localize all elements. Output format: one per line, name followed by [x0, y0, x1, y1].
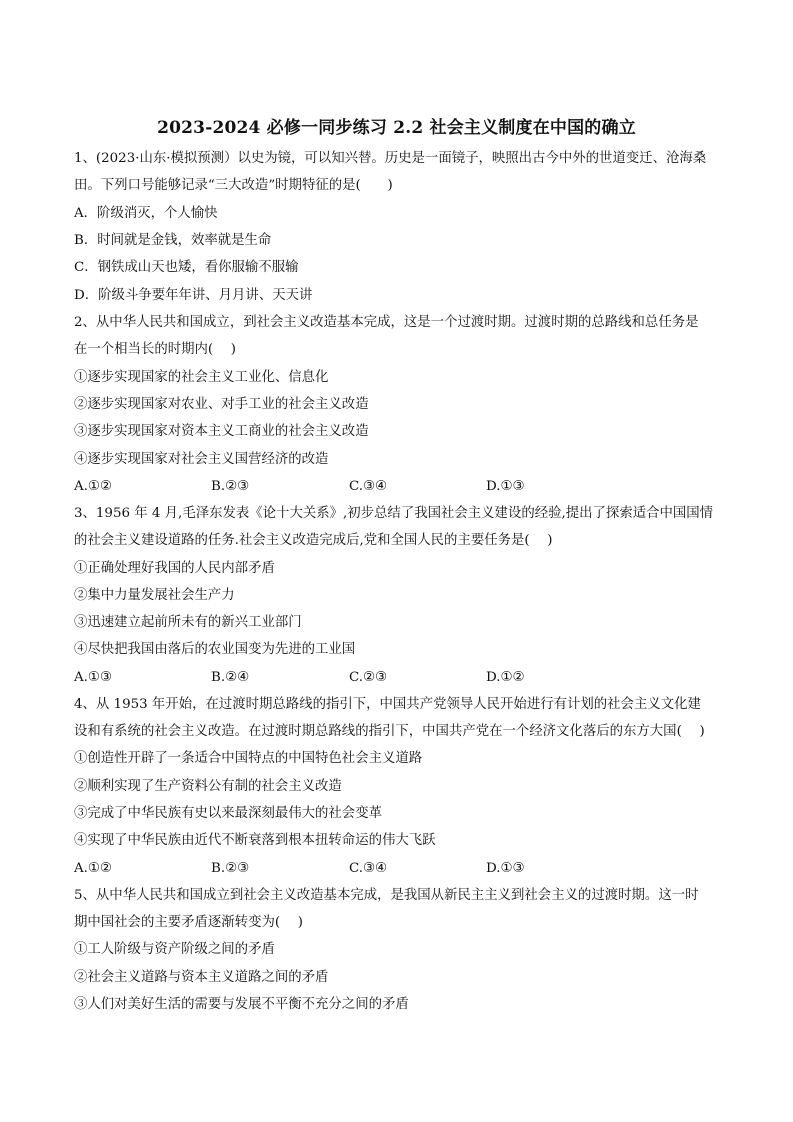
q1-option-d: D．阶级斗争要年年讲、月月讲、天天讲	[74, 288, 313, 303]
q2-stem-line1: 2、从中华人民共和国成立，到社会主义改造基本完成，这是一个过渡时期。过渡时期的总路线和总任务是	[74, 315, 699, 330]
q1-option-c: C．钢铁成山天也矮，看你服输不服输	[74, 260, 299, 275]
q3-option-b: B.②④	[211, 670, 250, 685]
q2-option-c: C.③④	[349, 479, 388, 494]
q1-option-a: A．阶级消灭，个人愉快	[74, 206, 218, 221]
q5-item-3: ③人们对美好生活的需要与发展不平衡不充分之间的矛盾	[74, 997, 409, 1012]
q5-stem-line1: 5、从中华人民共和国成立到社会主义改造基本完成，是我国从新民主主义到社会主义的过渡时期。这一时	[74, 888, 699, 903]
q3-item-1: ①正确处理好我国的人民内部矛盾	[74, 561, 275, 576]
q3-options	[74, 669, 722, 687]
q4-item-1: ①创造性开辟了一条适合中国特点的中国特色社会主义道路	[74, 751, 423, 766]
q4-option-a: A.①②	[74, 861, 112, 876]
q3-option-d: D.①②	[486, 670, 525, 685]
q4-item-4: ④实现了中华民族由近代不断衰落到根本扭转命运的伟大飞跃	[74, 833, 436, 848]
q2-item-3: ③逐步实现国家对资本主义工商业的社会主义改造	[74, 424, 369, 439]
q5-stem-line2: 期中国社会的主要矛盾逐渐转变为( )	[74, 915, 303, 930]
q3-option-a: A.①③	[74, 670, 112, 685]
q3-item-2: ②集中力量发展社会生产力	[74, 588, 235, 603]
q2-option-b: B.②③	[211, 479, 250, 494]
q4-option-b: B.②③	[211, 861, 250, 876]
q1-stem-line1: 1、(2023·山东·模拟预测）以史为镜，可以知兴替。历史是一面镜子，映照出古今中外的世道变迁、沧海桑	[74, 151, 707, 166]
q1-stem-line2: 田。下列口号能够记录“三大改造”时期特征的是( )	[74, 178, 393, 193]
q2-options	[74, 478, 722, 496]
q3-item-4: ④尽快把我国由落后的农业国变为先进的工业国	[74, 642, 356, 657]
q4-stem-line1: 4、从 1953 年开始，在过渡时期总路线的指引下，中国共产党领导人民开始进行有计划的社会主义文化建	[74, 697, 701, 712]
q5-item-2: ②社会主义道路与资本主义道路之间的矛盾	[74, 970, 329, 985]
q2-option-d: D.①③	[486, 479, 525, 494]
q4-stem-line2: 设和有系统的社会主义改造。在过渡时期总路线的指引下，中国共产党在一个经济文化落后的东方大国( )	[74, 724, 705, 739]
q2-item-1: ①逐步实现国家的社会主义工业化、信息化	[74, 370, 329, 385]
q2-stem-line2: 在一个相当长的时期内( )	[74, 342, 237, 357]
q3-item-3: ③迅速建立起前所未有的新兴工业部门	[74, 615, 302, 630]
q4-item-2: ②顺利实现了生产资料公有制的社会主义改造	[74, 779, 342, 794]
q3-stem-line2: 的社会主义建设道路的任务.社会主义改造完成后,党和全国人民的主要任务是( )	[74, 533, 553, 548]
q2-option-a: A.①②	[74, 479, 112, 494]
page-title: 2023-2024 必修一同步练习 2.2 社会主义制度在中国的确立	[157, 118, 636, 138]
q2-item-4: ④逐步实现国家对社会主义国营经济的改造	[74, 452, 329, 467]
q1-option-b: B．时间就是金钱，效率就是生命	[74, 233, 272, 248]
q4-item-3: ③完成了中华民族有史以来最深刻最伟大的社会变革	[74, 806, 382, 821]
q4-options	[74, 860, 722, 878]
q3-stem-line1: 3、1956 年 4 月,毛泽东发表《论十大关系》,初步总结了我国社会主义建设的经验,提出了探索适合中国国情	[74, 506, 714, 521]
q4-option-d: D.①③	[486, 861, 525, 876]
q3-option-c: C.②③	[349, 670, 388, 685]
q4-option-c: C.③④	[349, 861, 388, 876]
q5-item-1: ①工人阶级与资产阶级之间的矛盾	[74, 942, 275, 957]
q2-item-2: ②逐步实现国家对农业、对手工业的社会主义改造	[74, 397, 369, 412]
